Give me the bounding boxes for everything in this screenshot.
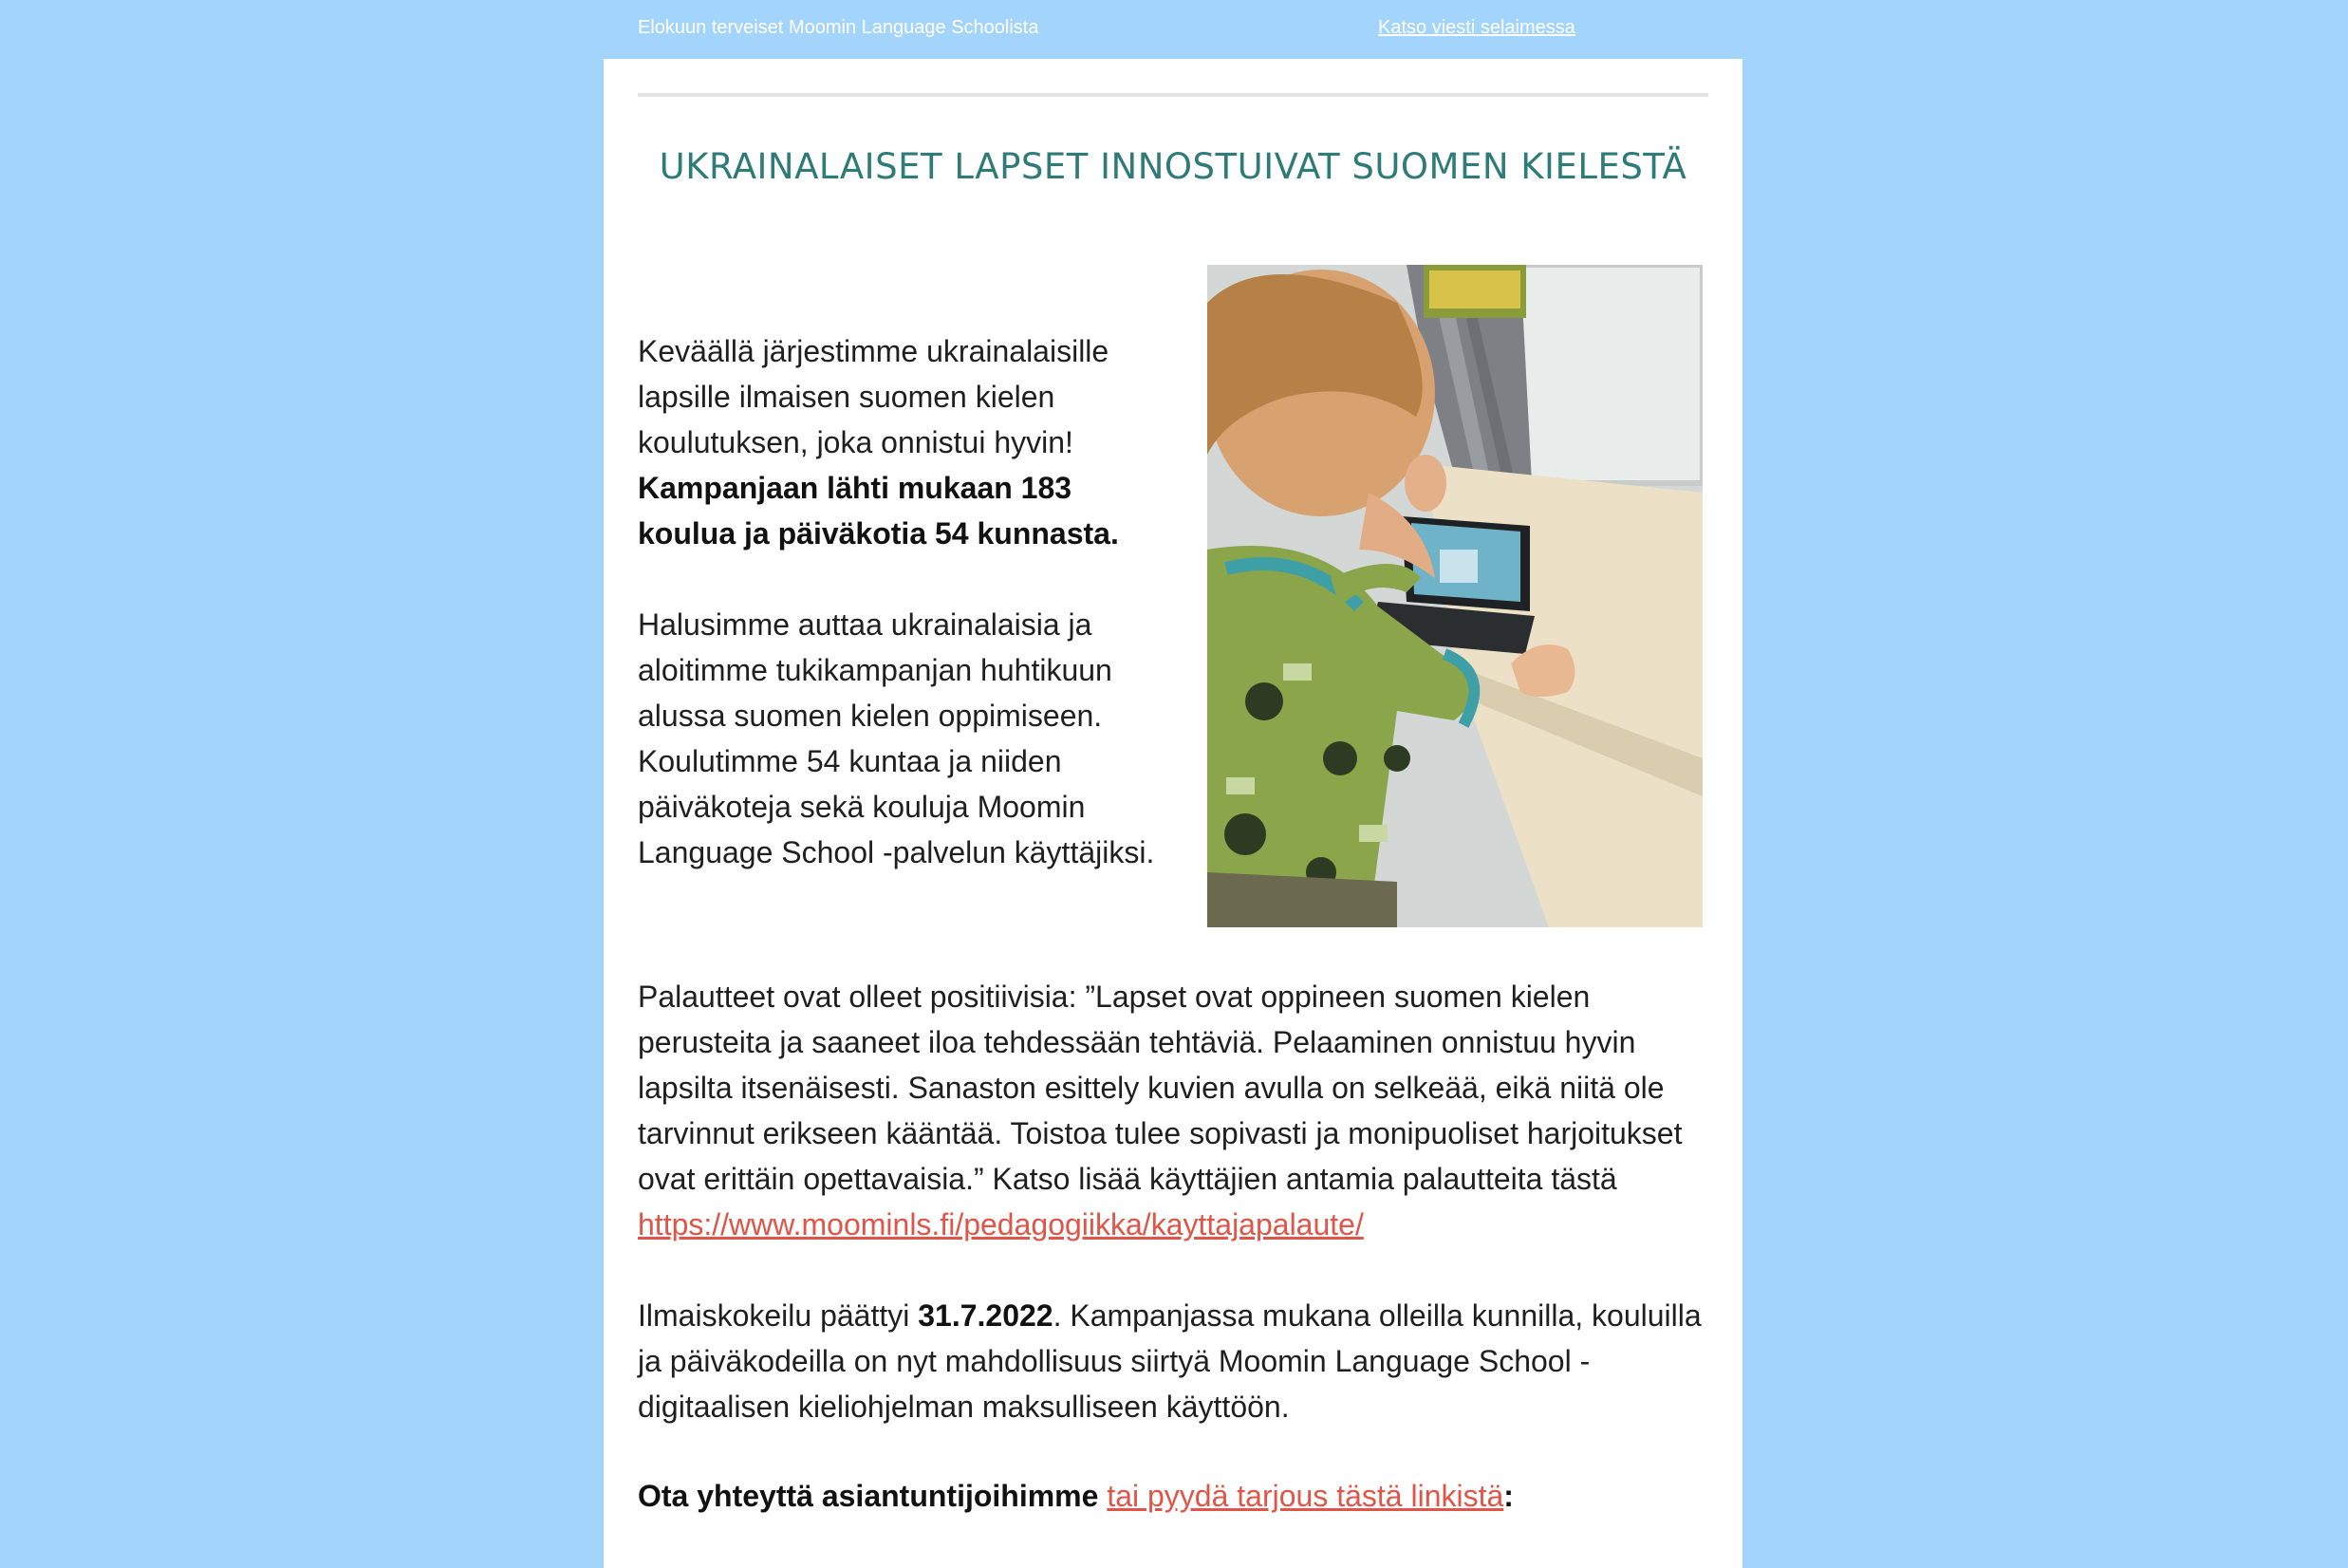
- feedback-paragraph: [638, 974, 1710, 1247]
- preheader-greeting: Elokuun terveiset Moomin Language Schoolista: [638, 17, 1039, 38]
- contact-colon: :: [1503, 1479, 1514, 1513]
- intro-text: Keväällä järjestimme ukrainalaisille lapsille ilmaisen suomen kielen koulutuksen, joka onnistui hyvin!: [638, 334, 1109, 459]
- newsletter-card: [604, 59, 1742, 1568]
- view-in-browser-link[interactable]: Katso viesti selaimessa: [1378, 17, 1575, 38]
- intro-column: [638, 328, 1169, 875]
- trial-text-after: . Kampanjassa mukana olleilla kunnilla, kouluilla ja päiväkodeilla on nyt mahdollisuus siirtyä Moomin Language School -digitaalisen kieliohjelman maksulliseen käyttöön.: [638, 1298, 1702, 1424]
- trial-paragraph: [638, 1293, 1710, 1429]
- contact-paragraph: [638, 1473, 1710, 1519]
- trial-text-before: Ilmaiskokeilu päättyi: [638, 1298, 919, 1333]
- intro-bold-text: Kampanjaan lähti mukaan 183 koulua ja päiväkotia 54 kunnasta.: [638, 471, 1119, 551]
- contact-bold-text: Ota yhteyttä asiantuntijoihimme: [638, 1479, 1099, 1513]
- feedback-link[interactable]: https://www.moominls.fi/pedagogiikka/kayttajapalaute/: [638, 1207, 1364, 1241]
- child-with-tablet-photo: [1207, 265, 1703, 927]
- article-headline: UKRAINALAISET LAPSET INNOSTUIVAT SUOMEN KIELESTÄ: [659, 146, 1687, 187]
- divider: [638, 93, 1708, 97]
- intro-paragraph: [638, 328, 1169, 556]
- trial-date: 31.7.2022: [918, 1298, 1053, 1333]
- feedback-text: Palautteet ovat olleet positiivisia: ”Lapset ovat oppineen suomen kielen perusteita ja saaneet iloa tehdessään tehtäviä. Pelaaminen onnistuu hyvin lapsilta itsenäisesti. Sanaston esittely kuvien avulla on selkeää, eikä niitä ole tarvinnut erikseen kääntää. Toistoa tulee sopivasti ja monipuoliset harjoitukset ovat erittäin opettavaisia.” Katso lisää käyttäjien antamia palautteita tästä: [638, 980, 1683, 1196]
- preheader: [0, 0, 2348, 59]
- campaign-paragraph: Halusimme auttaa ukrainalaisia ja aloitimme tukikampanjan huhtikuun alussa suomen kielen oppimiseen. Koulutimme 54 kuntaa ja niiden päiväkoteja sekä kouluja Moomin Language School -palvelun käyttäjiksi.: [638, 607, 1155, 869]
- quote-request-link[interactable]: tai pyydä tarjous tästä linkistä: [1107, 1479, 1504, 1513]
